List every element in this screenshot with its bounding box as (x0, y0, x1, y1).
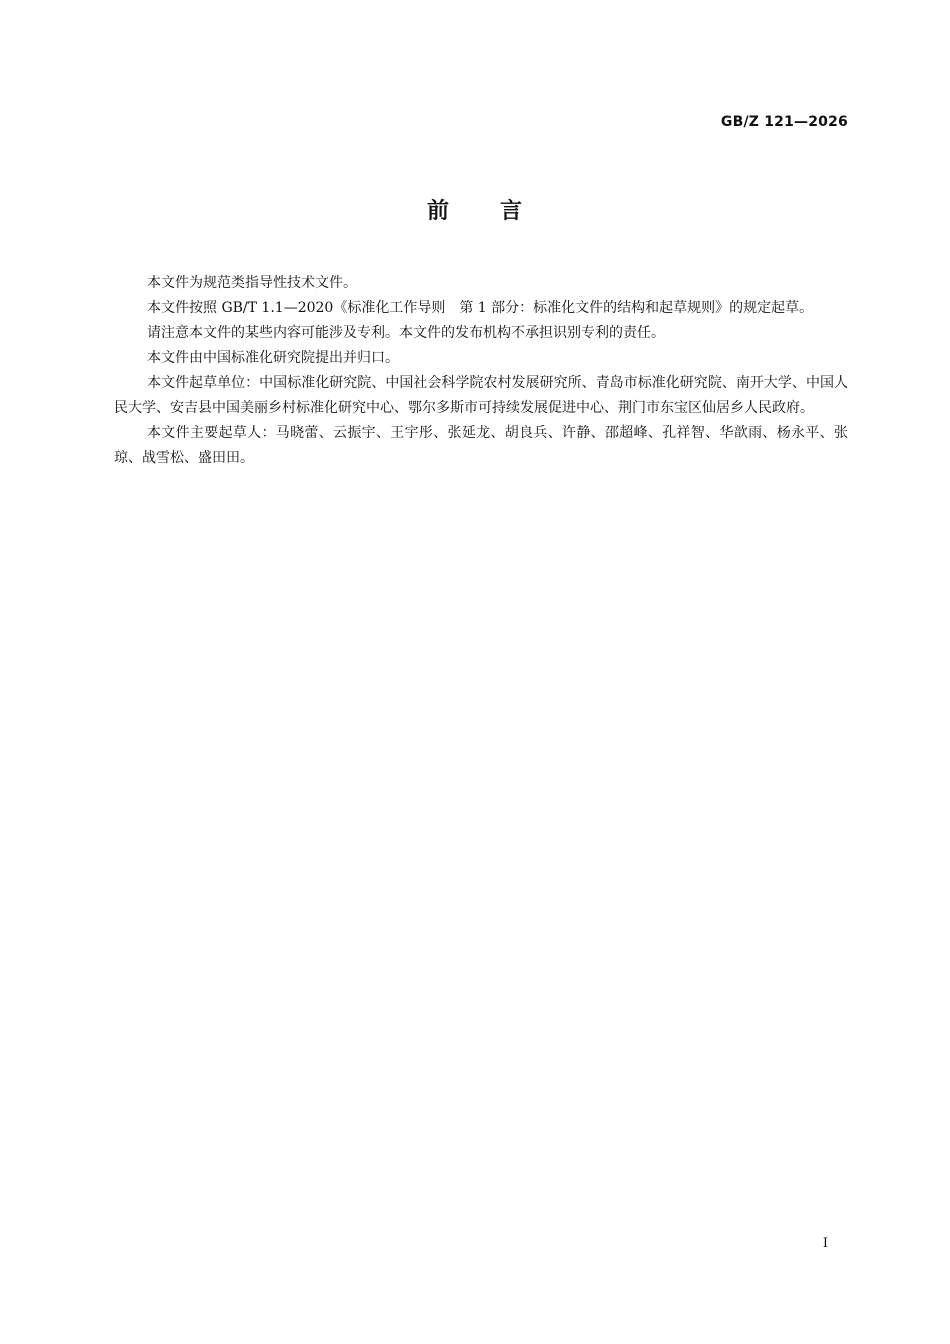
foreword-body (114, 271, 848, 471)
page-title (0, 194, 950, 225)
paragraph-drafters: 本文件主要起草人：马晓蕾、云振宇、王宇彤、张延龙、胡良兵、许静、邵超峰、孔祥智、华歆雨、杨永平、张琼、战雪松、盛田田。 (114, 425, 848, 466)
paragraph-patent-notice: 请注意本文件的某些内容可能涉及专利。本文件的发布机构不承担识别专利的责任。 (147, 325, 665, 341)
paragraph-proposer: 本文件由中国标准化研究院提出并归口。 (147, 350, 399, 366)
paragraph-drafting-units: 本文件起草单位：中国标准化研究院、中国社会科学院农村发展研究所、青岛市标准化研究院、南开大学、中国人民大学、安吉县中国美丽乡村标准化研究中心、鄂尔多斯市可持续发展促进中心、荆门市东宝区仙居乡人民政府。 (114, 375, 848, 416)
paragraph-drafting-rules: 本文件按照 GB/T 1.1—2020《标准化工作导则 第 1 部分：标准化文件的结构和起草规则》的规定起草。 (147, 300, 814, 316)
title-part-1: 前 (426, 199, 450, 224)
standard-code: GB/Z 121—2026 (720, 114, 848, 130)
page-number: I (822, 1236, 828, 1251)
title-part-2: 言 (500, 199, 524, 224)
paragraph-document-type: 本文件为规范类指导性技术文件。 (147, 275, 357, 291)
